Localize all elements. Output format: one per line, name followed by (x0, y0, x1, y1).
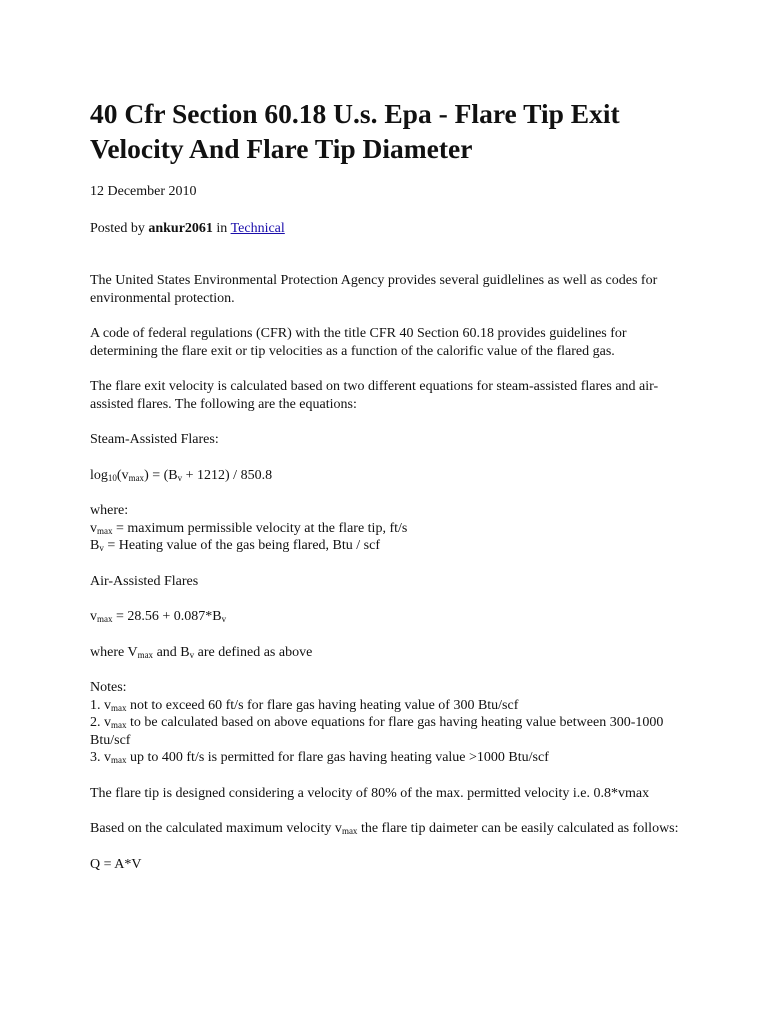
byline-in: in (212, 220, 231, 236)
note-3 (90, 749, 690, 767)
p5-part: Based on the calculated maximum velocity v (90, 821, 342, 836)
paragraph-intro: The United States Environmental Protection Agency provides several guidlelines as well as codes for environmental protection. (90, 273, 658, 306)
def-part: v (90, 520, 97, 536)
note-part: 2. v (90, 715, 111, 730)
equation-steam (90, 467, 690, 485)
article-title: 40 Cfr Section 60.18 U.s. Epa - Flare Tip Exit Velocity And Flare Tip Diameter (90, 98, 620, 164)
eq1-part: ) = (B (144, 467, 178, 483)
where2-part: are defined as above (194, 644, 313, 660)
note-1 (90, 697, 690, 715)
note-part: to be calculated based on above equations for flare gas having heating value between 300-1000 Btu/scf (90, 715, 664, 748)
byline-prefix: Posted by (90, 220, 149, 236)
air-assisted-heading: Air-Assisted Flares (90, 573, 199, 589)
def-sub: v (99, 543, 104, 553)
def-part: = maximum permissible velocity at the flare tip, ft/s (112, 520, 408, 536)
eq2-sub: v (221, 614, 227, 624)
eq2-part: = 28.56 + 0.087*B (112, 609, 222, 624)
category-link[interactable]: Technical (230, 220, 285, 236)
eq1-part: log (90, 467, 108, 483)
equation-flow: Q = A*V (90, 856, 142, 872)
where2-sub: v (189, 649, 195, 660)
note-sub: max (111, 720, 127, 730)
where-definitions (90, 502, 690, 555)
steam-assisted-heading: Steam-Assisted Flares: (90, 432, 219, 447)
note-part: 3. v (90, 750, 111, 765)
eq2-part: v (90, 609, 97, 624)
eq1-part: + 1212) / 850.8 (182, 467, 273, 483)
note-part: up to 400 ft/s is permitted for flare gas having heating value >1000 Btu/scf (126, 750, 549, 765)
notes (90, 679, 690, 767)
p5-sub: max (341, 826, 358, 836)
definition-bv (90, 537, 690, 555)
p5-part: the flare tip daimeter can be easily calculated as follows: (357, 821, 679, 836)
article (90, 96, 690, 891)
note-2 (90, 714, 690, 749)
equation-air (90, 608, 690, 626)
where-defined-above (90, 644, 690, 662)
paragraph-equations-intro: The flare exit velocity is calculated based on two different equations for steam-assisted flares and air-assisted flares. The following are the equations: (90, 379, 659, 412)
def-sub: max (97, 525, 113, 536)
paragraph-diameter (90, 820, 690, 838)
post-date: 12 December 2010 (90, 184, 197, 199)
def-part: B (90, 538, 100, 553)
where2-sub: max (137, 649, 154, 660)
definition-vmax (90, 520, 690, 538)
author-name: ankur2061 (148, 220, 213, 236)
note-part: not to exceed 60 ft/s for flare gas having heating value of 300 Btu/scf (126, 697, 519, 713)
where-label: where: (90, 503, 129, 518)
def-part: = Heating value of the gas being flared, Btu / scf (103, 538, 380, 553)
notes-label: Notes: (90, 680, 127, 695)
eq2-sub: max (97, 614, 113, 624)
eq1-sub: max (128, 472, 145, 483)
eq1-sub: v (177, 472, 183, 483)
where2-part: and B (153, 644, 190, 660)
eq1-sub: 10 (107, 472, 117, 483)
note-part: 1. v (90, 697, 111, 713)
note-sub: max (111, 702, 127, 713)
paragraph-flare-tip-design: The flare tip is designed considering a velocity of 80% of the max. permitted velocity i.e. 0.8*vmax (90, 785, 650, 801)
byline (90, 220, 690, 238)
eq1-part: (v (116, 467, 129, 483)
where2-part: where V (90, 644, 138, 660)
note-sub: max (111, 755, 127, 765)
paragraph-cfr: A code of federal regulations (CFR) with the title CFR 40 Section 60.18 provides guidelines for determining the flare exit or tip velocities as a function of the calorific value of the flared gas. (90, 326, 627, 359)
